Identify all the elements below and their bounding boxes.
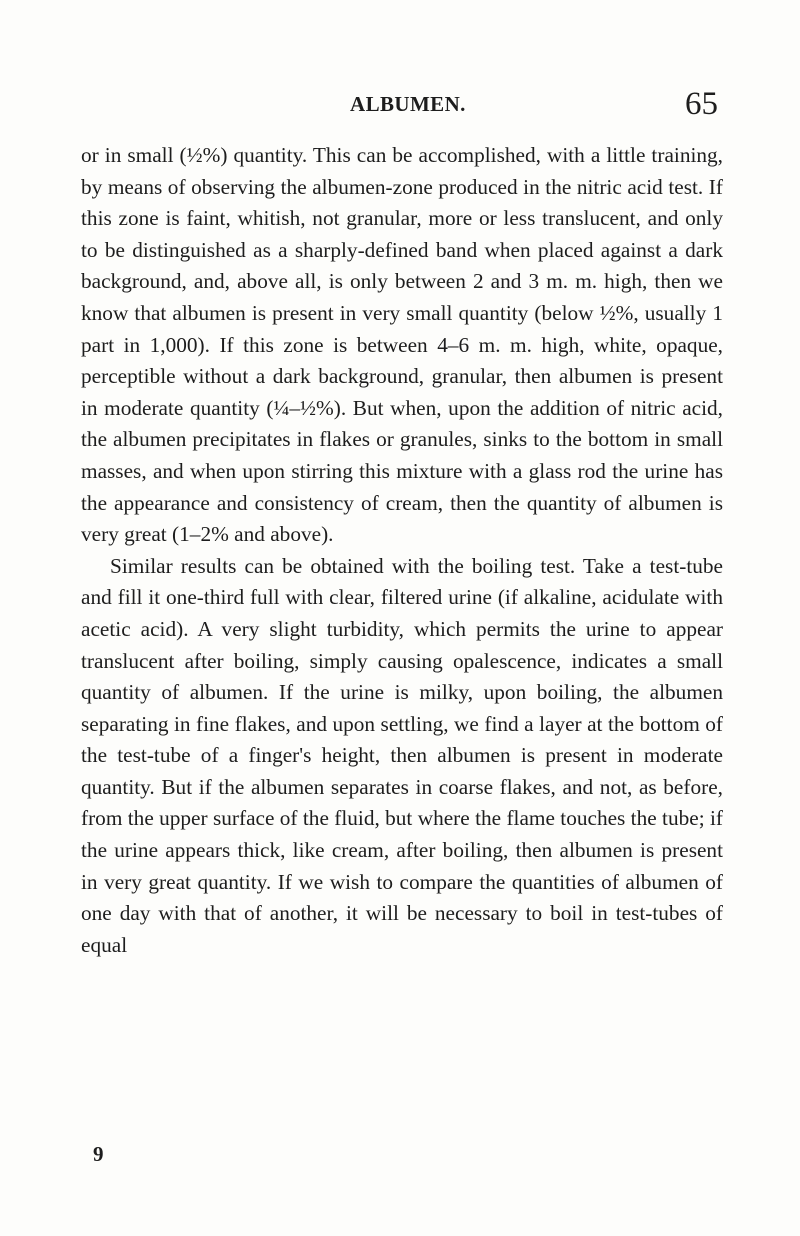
paragraph-continued: or in small (½%) quantity. This can be accomplished, with a little training, by means of observing the albumen-zone produced in the nitric acid test. If this zone is faint, whitish, not granular, more or less translucent, and only to be distinguished as a sharply-defined band when placed against a dark background, and, above all, is only between 2 and 3 m. m. high, then we know that albumen is present in very small quantity (below ½%, usually 1 part in 1,000). If this zone is between 4–6 m. m. high, white, opaque, perceptible without a dark background, granular, then albumen is present in moderate quantity (¼–½%). But when, upon the addition of nitric acid, the albumen precipitates in flakes or granules, sinks to the bottom in small masses, and when upon stirring this mixture with a glass rod the urine has the appearance and consistency of cream, then the quantity of albumen is very great (1–2% and above). — [81, 143, 723, 547]
page-number: 65 — [685, 86, 718, 122]
paragraph-boiling-test: Similar results can be obtained with the boiling test. Take a test-tube and fill it one-third full with clear, filtered urine (if alkaline, acidulate with acetic acid). A very slight turbidity, which permits the urine to appear translucent after boiling, simply causing opalescence, indicates a small quantity of albumen. If the urine is milky, upon boiling, the albumen separating in fine flakes, and upon settling, we find a layer at the bottom of the test-tube of a finger's height, then albumen is present in moderate quantity. But if the albumen separates in coarse flakes, and not, as before, from the upper surface of the fluid, but where the flame touches the tube; if the urine appears thick, like cream, after boiling, then albumen is present in very great quantity. If we wish to compare the quantities of albumen of one day with that of another, it will be necessary to boil in test-tubes of equal — [81, 553, 723, 957]
running-title: ALBUMEN. — [350, 92, 466, 116]
body-text — [81, 140, 723, 961]
running-head — [80, 86, 720, 126]
signature-mark: 9 — [93, 1142, 104, 1166]
